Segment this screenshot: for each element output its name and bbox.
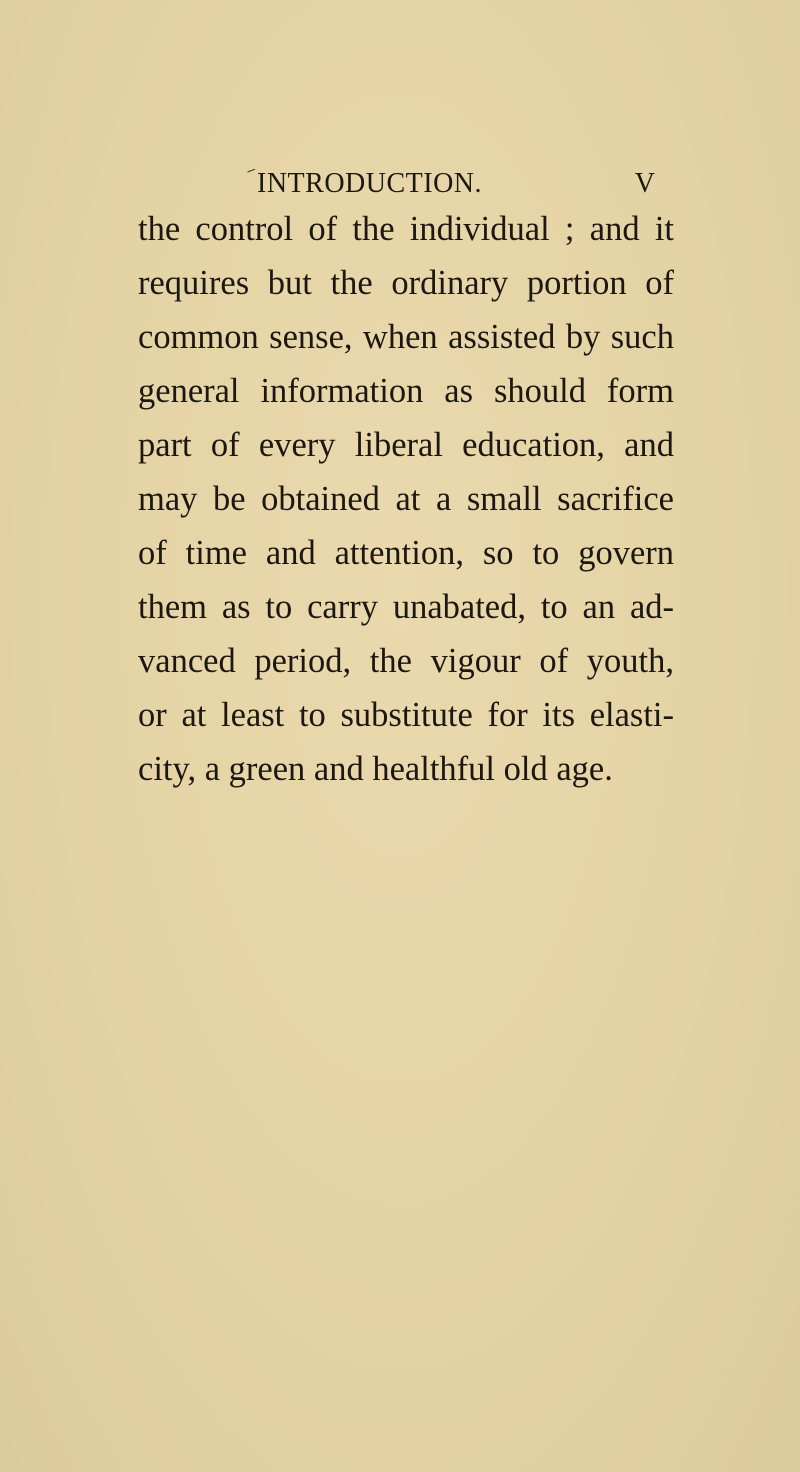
running-title: INTRODUCTION. [257, 168, 483, 199]
body-text [138, 202, 674, 796]
text-line: of time and attention, so to govern [138, 534, 674, 572]
text-line: requires but the ordinary portion of [138, 264, 674, 302]
page-number: V [634, 168, 655, 199]
running-head [257, 168, 655, 204]
text-line: the control of the individual ; and it [138, 210, 674, 248]
text-line: may be obtained at a small sacrifice [138, 480, 674, 518]
text-line: part of every liberal education, and [138, 426, 674, 464]
text-line: them as to carry unabated, to an ad- [138, 588, 674, 626]
text-line: common sense, when assisted by such [138, 318, 674, 356]
text-line: general information as should form [138, 372, 674, 410]
printing-mark [247, 169, 256, 176]
text-line: city, a green and healthful old age. [138, 750, 613, 788]
text-line: vanced period, the vigour of youth, [138, 642, 674, 680]
text-line: or at least to substitute for its elasti- [138, 696, 674, 734]
